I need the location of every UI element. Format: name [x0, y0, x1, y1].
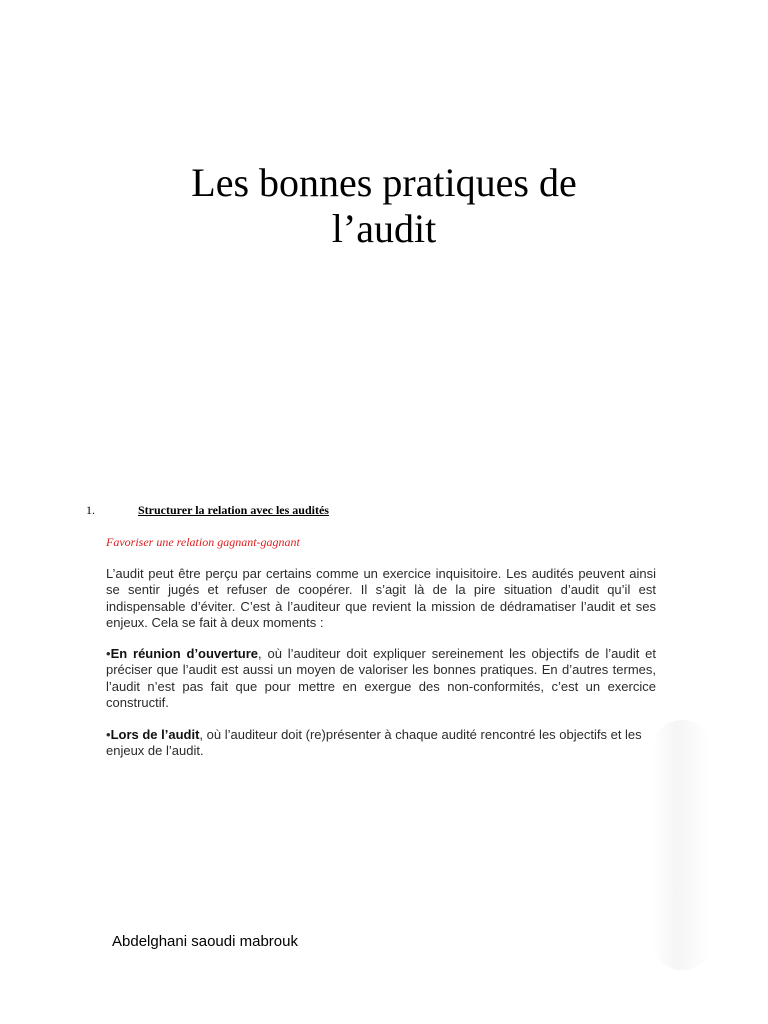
intro-paragraph: L’audit peut être perçu par certains comme un exercice inquisitoire. Les audités peuvent ainsi se sentir jugés et refuser de coopérer. Il s’agit là de la pire situation d’audit qu’il est indispensable d’éviter. C’est à l’auditeur que revient la mission de dédramatiser l’audit et ses enjeux. Cela se fait à deux moments : [106, 566, 656, 631]
opening-meeting-text: , où l’auditeur doit expliquer sereinement les objectifs de l’audit et préciser que l’audit est aussi un moyen de valoriser les bonnes pratiques. En d’autres termes, l’audit n’est pas fait que pour mettre en exergue des non-conformités, c’est un exercice constructif. [106, 646, 656, 711]
during-audit-text: , où l’auditeur doit (re)présenter à chaque audité rencontré les objectifs et les enjeux de l’audit. [106, 727, 642, 759]
faint-page-shadow [652, 720, 712, 970]
section-heading: Structurer la relation avec les audités [138, 503, 329, 517]
during-audit-term: Lors de l’audit [110, 727, 200, 742]
opening-meeting-paragraph [106, 646, 656, 712]
opening-meeting-term: En réunion d’ouverture [110, 646, 259, 661]
title-line-1: Les bonnes pratiques de [191, 160, 577, 205]
section-number: 1. [86, 503, 95, 517]
bullet: • [106, 727, 111, 742]
during-audit-paragraph [106, 727, 656, 760]
title-line-2: l’audit [331, 206, 437, 251]
section-subtitle: Favoriser une relation gagnant-gagnant [106, 535, 300, 549]
bullet: • [106, 646, 111, 661]
author-name: Abdelghani saoudi mabrouk [112, 933, 298, 950]
document-title [0, 160, 768, 252]
